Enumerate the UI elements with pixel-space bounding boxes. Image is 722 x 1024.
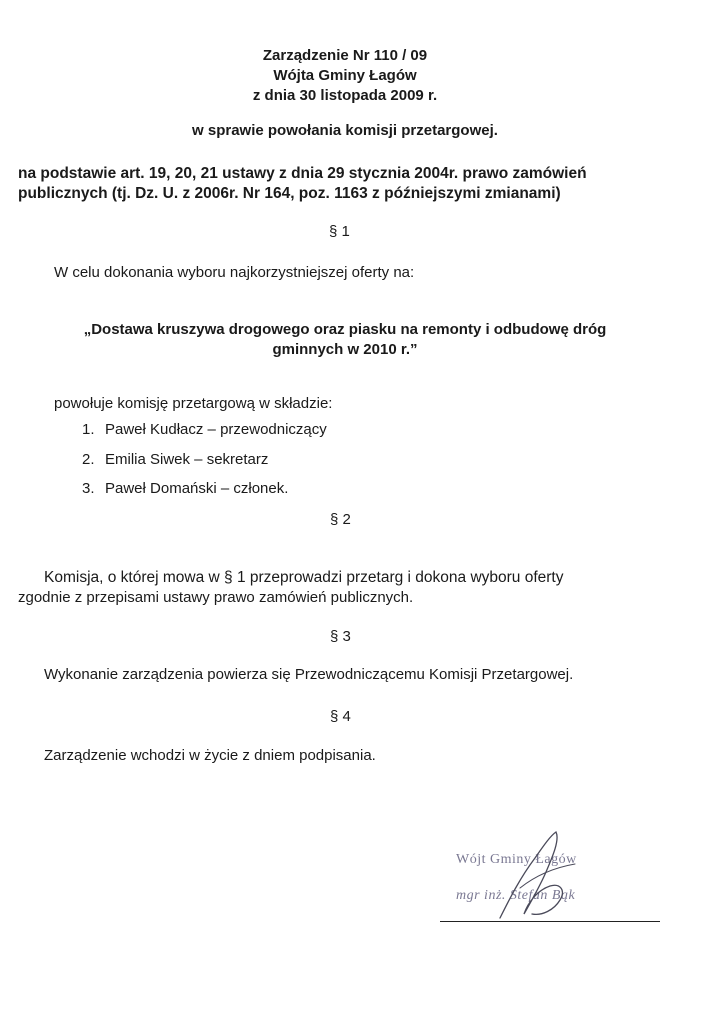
tender-title-line1: „Dostawa kruszywa drogowego oraz piasku na remonty i odbudowę dróg xyxy=(83,321,607,338)
section-4-text: Zarządzenie wchodzi w życie z dniem podpisania. xyxy=(44,747,376,764)
decree-subject: w sprawie powołania komisji przetargowej. xyxy=(192,122,498,139)
section-3-heading: § 3 xyxy=(330,628,351,645)
list-item-number: 3. xyxy=(82,480,95,497)
list-item-text: Emilia Siwek – sekretarz xyxy=(105,451,269,468)
section-1-intro: W celu dokonania wyboru najkorzystniejszej oferty na: xyxy=(54,264,415,281)
section-2-line2: zgodnie z przepisami ustawy prawo zamówień publicznych. xyxy=(18,589,414,606)
list-item-number: 1. xyxy=(82,421,95,438)
legal-basis-line2: publicznych (tj. Dz. U. z 2006r. Nr 164, poz. 1163 z późniejszymi zmianami) xyxy=(18,185,561,202)
section-2-line1: Komisja, o której mowa w § 1 przeprowadzi przetarg i dokona wyboru oferty xyxy=(44,569,564,586)
legal-basis-line1: na podstawie art. 19, 20, 21 ustawy z dnia 29 stycznia 2004r. prawo zamówień xyxy=(18,165,587,182)
section-2-heading: § 2 xyxy=(330,511,351,528)
decree-date: z dnia 30 listopada 2009 r. xyxy=(252,87,438,104)
decree-issuer: Wójta Gminy Łagów xyxy=(273,67,417,84)
section-4-heading: § 4 xyxy=(330,708,351,725)
list-item-text: Paweł Kudłacz – przewodniczący xyxy=(105,421,327,438)
stamp-title: Wójt Gminy Łagów xyxy=(456,852,577,867)
decree-number: Zarządzenie Nr 110 / 09 xyxy=(262,47,428,64)
tender-title-line2: gminnych w 2010 r.” xyxy=(272,341,418,358)
list-item-number: 2. xyxy=(82,451,95,468)
section-3-text: Wykonanie zarządzenia powierza się Przewodniczącemu Komisji Przetargowej. xyxy=(44,666,574,683)
committee-appointment: powołuje komisję przetargową w składzie: xyxy=(54,395,333,412)
signature-line xyxy=(440,921,660,922)
stamp-name: mgr inż. Stefan Bąk xyxy=(456,888,576,903)
section-1-heading: § 1 xyxy=(329,223,350,240)
list-item-text: Paweł Domański – członek. xyxy=(105,480,289,497)
handwritten-signature xyxy=(480,828,600,928)
